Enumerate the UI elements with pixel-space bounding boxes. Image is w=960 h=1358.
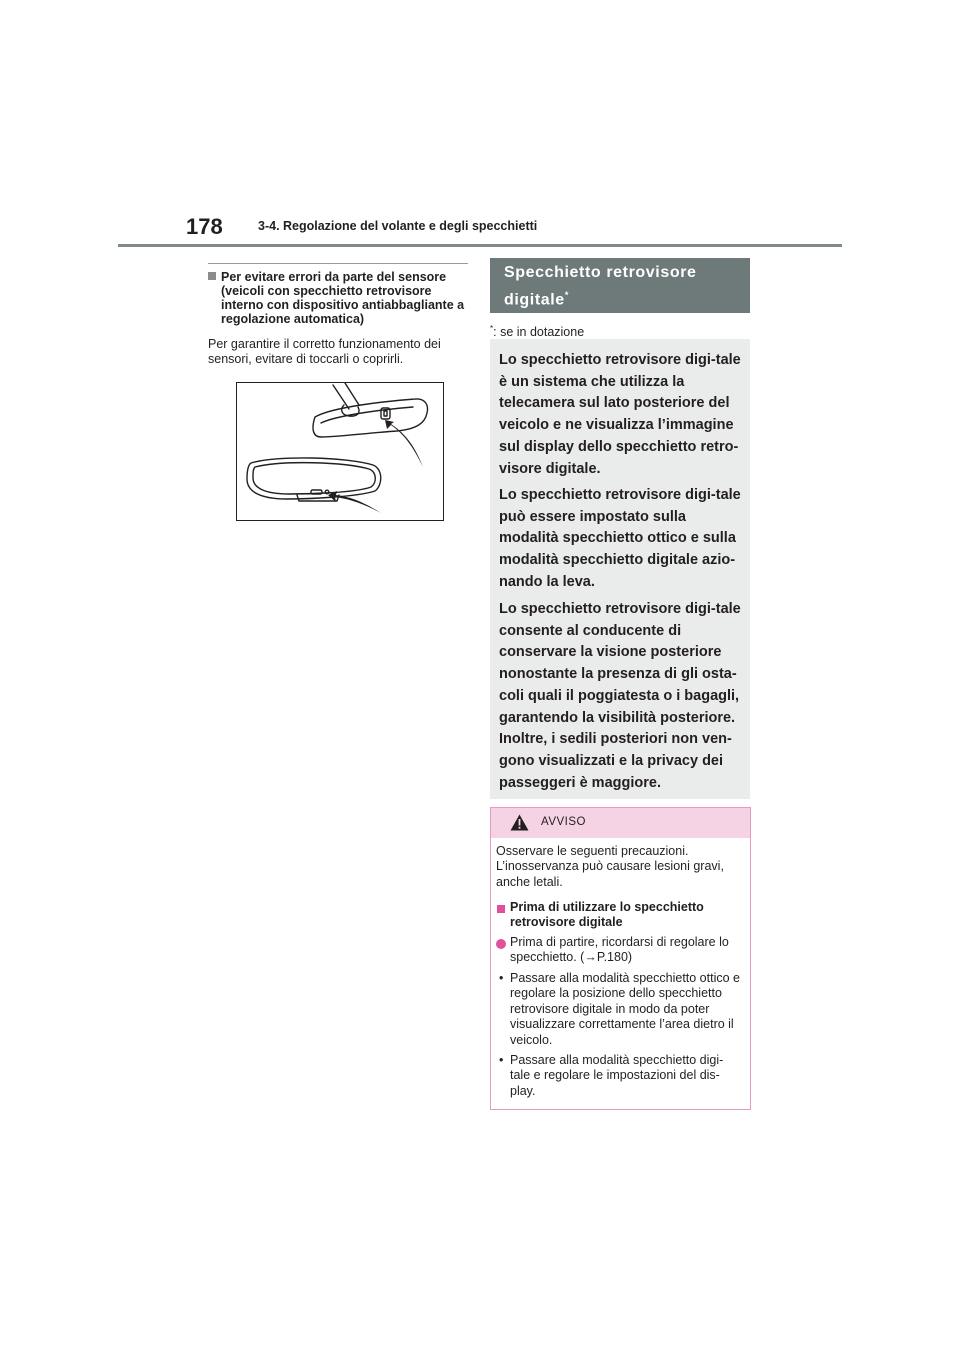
warning-bullet-item: Passare alla modalità specchietto digi-tale e regolare le impostazioni del dis-play. <box>510 1053 724 1098</box>
warning-triangle-icon <box>510 814 529 831</box>
warning-box <box>490 807 751 1110</box>
warning-label: AVVISO <box>541 816 586 828</box>
warning-bullet-item: Passare alla modalità specchietto ottico e regolare la posizione dello specchietto retrovisore digitale in modo da poter visualizzare correttamente l’area dietro il veicolo. <box>510 971 740 1047</box>
intro-box <box>490 339 750 799</box>
left-section-heading <box>208 270 470 326</box>
left-heading-text: Per evitare errori da parte del sensore (veicoli con specchietto retrovisore interno con dispositivo antiabbagliante a regolazione automatica) <box>221 270 465 326</box>
section-banner <box>490 258 750 313</box>
availability-footnote <box>490 324 584 339</box>
banner-title-text: Specchietto retrovisore digitale <box>504 264 697 309</box>
left-section-body: Per garantire il corretto funzionamento dei sensori, evitare di toccarli o coprirli. <box>208 337 441 366</box>
warning-circle-item: Prima di partire, ricordarsi di regolare lo specchietto. (→P.180) <box>510 935 729 965</box>
page-number: 178 <box>186 214 223 239</box>
section-title: 3-4. Regolazione del volante e degli specchietti <box>258 219 538 233</box>
warning-header <box>491 808 750 838</box>
warning-intro: Osservare le seguenti precauzioni. L’inosservanza può causare lesioni gravi, anche letali. <box>496 844 724 889</box>
circle-bullet-icon <box>496 939 506 949</box>
rearview-mirror-figure <box>236 382 444 521</box>
rearview-mirror-sensors-illustration <box>237 383 443 520</box>
header-rule <box>118 244 842 247</box>
bullet-dot: • <box>499 971 504 985</box>
left-section-rule <box>208 263 468 264</box>
intro-paragraph: Lo specchietto retrovisore digi-tale è un sistema che utilizza la telecamera sul lato posteriore del veicolo e ne visualizza l’immagine sul display dello specchietto retro-visore digitale. <box>499 352 741 477</box>
intro-paragraph: Lo specchietto retrovisore digi-tale consente al conducente di conservare la visione posteriore nonostante la presenza di gli osta-coli quali il poggiatesta o i bagagli, garantendo la visibilità posteriore. Inoltre, i sedili posteriori non ven-gono visualizzati e la privacy dei passeggeri è maggiore. <box>499 601 741 791</box>
bullet-dot: • <box>499 1053 504 1067</box>
banner-asterisk: * <box>564 290 569 300</box>
square-bullet-icon <box>208 272 216 280</box>
footnote-marker: * <box>490 324 494 333</box>
footnote-text: : se in dotazione <box>493 325 585 340</box>
warning-subheading: Prima di utilizzare lo specchietto retrovisore digitale <box>510 900 704 930</box>
intro-paragraph: Lo specchietto retrovisore digi-tale può essere impostato sulla modalità specchietto ottico e sulla modalità specchietto digitale azio-nando la leva. <box>499 487 741 590</box>
square-bullet-icon <box>497 905 505 913</box>
section-banner-title <box>504 262 744 311</box>
